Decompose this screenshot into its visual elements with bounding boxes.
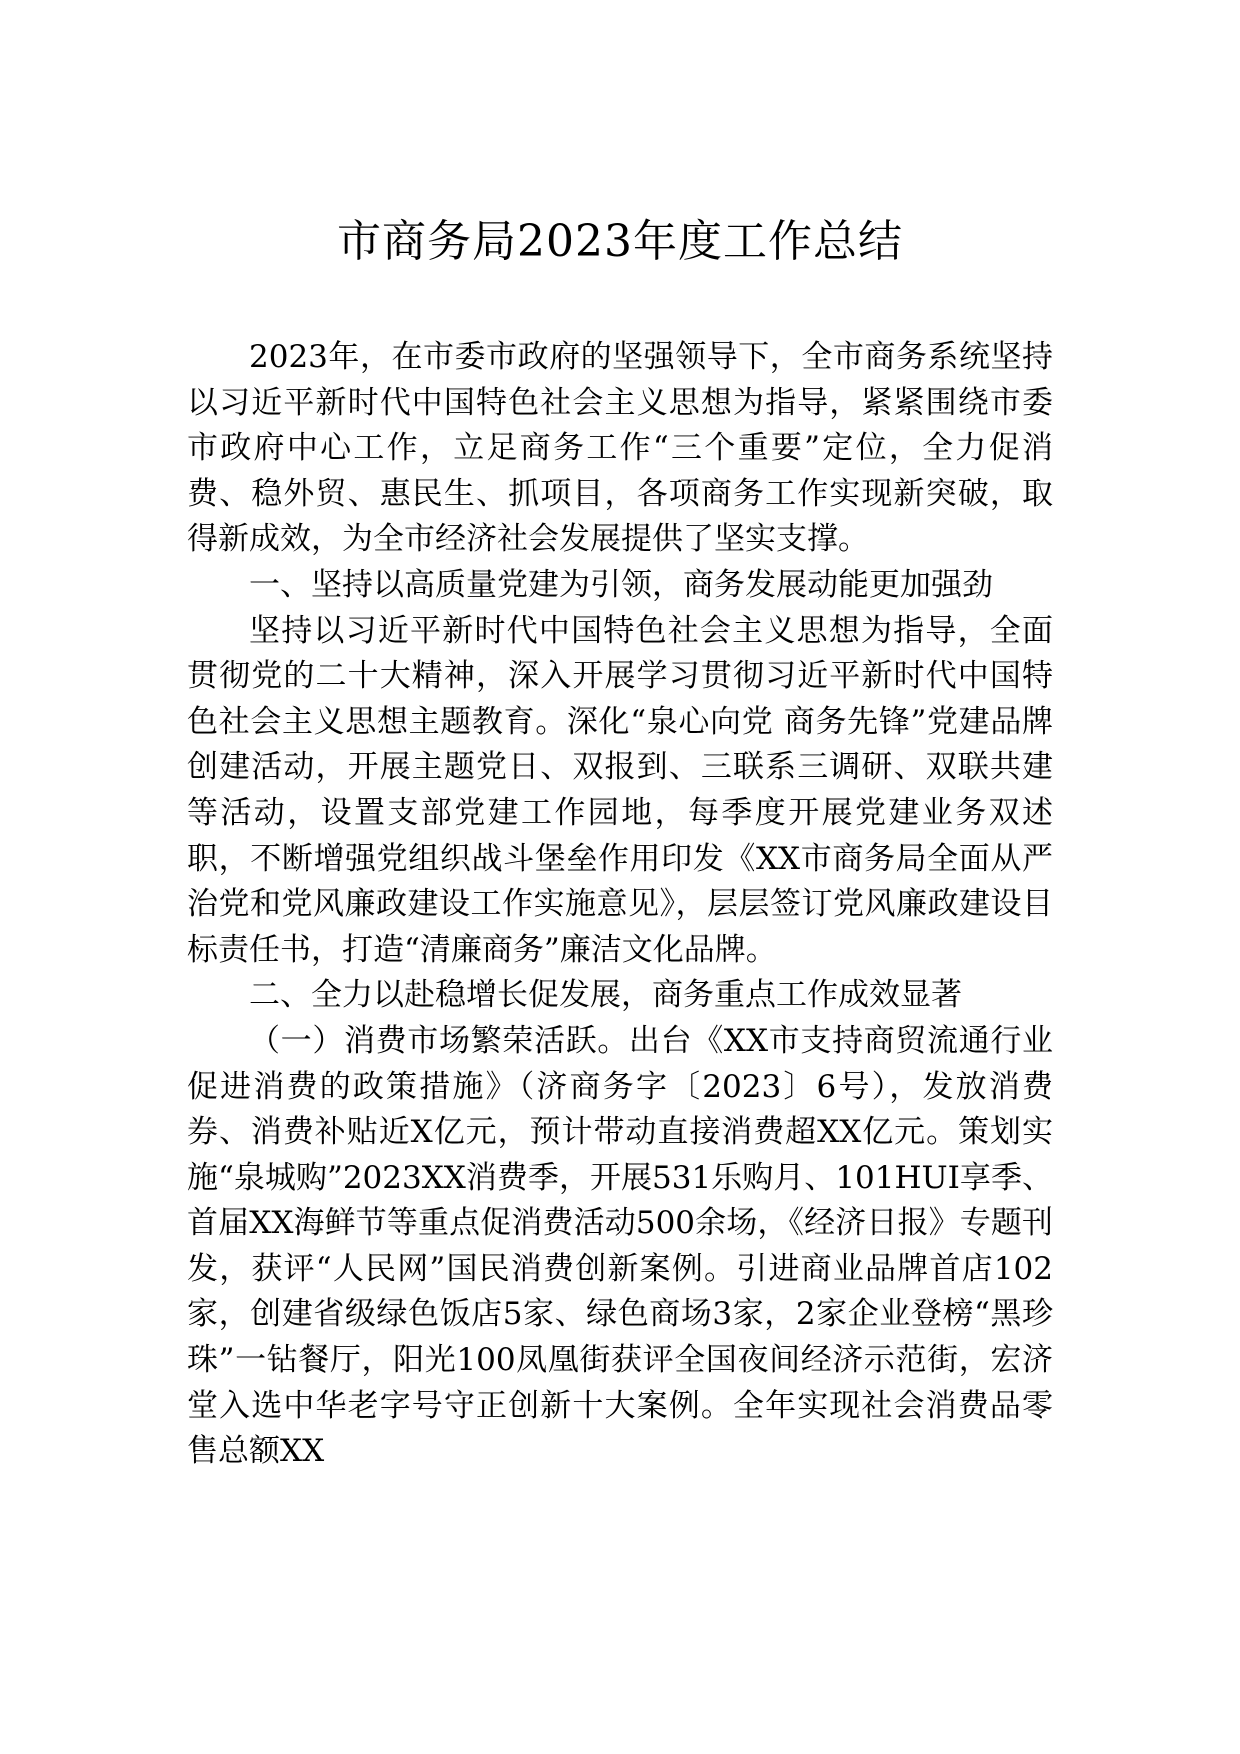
section-2-paragraph: （一）消费市场繁荣活跃。出台《XX市支持商贸流通行业促进消费的政策措施》（济商务字〔2023〕6号），发放消费券、消费补贴近X亿元，预计带动直接消费超XX亿元。策划实施“泉城购”2023XX消费季，开展531乐购月、101HUI享季、首届XX海鲜节等重点促消费活动500余场，《经济日报》专题刊发，获评“人民网”国民消费创新案例。引进商业品牌首店102家，创建省级绿色饭店5家、绿色商场3家，2家企业登榜“黑珍珠”一钻餐厅，阳光100凤凰街获评全国夜间经济示范街，宏济堂入选中华老字号守正创新十大案例。全年实现社会消费品零售总额XX <box>187 1022 1053 1470</box>
section-1-paragraph: 坚持以习近平新时代中国特色社会主义思想为指导，全面贯彻党的二十大精神，深入开展学习贯彻习近平新时代中国特色社会主义思想主题教育。深化“泉心向党 商务先锋”党建品牌创建活动，开展主题党日、双报到、三联系三调研、双联共建等活动，设置支部党建工作园地，每季度开展党建业务双述职，不断增强党组织战斗堡垒作用印发《XX市商务局全面从严治党和党风廉政建设工作实施意见》，层层签订党风廉政建设目标责任书，打造“清廉商务”廉洁文化品牌。 <box>187 612 1053 968</box>
document-body <box>187 335 1053 1475</box>
document-title: 市商务局2023年度工作总结 <box>337 216 903 267</box>
section-heading-2: 二、全力以赴稳增长促发展，商务重点工作成效显著 <box>249 977 962 1014</box>
intro-paragraph: 2023年，在市委市政府的坚强领导下，全市商务系统坚持以习近平新时代中国特色社会主义思想为指导，紧紧围绕市委市政府中心工作，立足商务工作“三个重要”定位，全力促消费、稳外贸、惠民生、抓项目，各项商务工作实现新突破，取得新成效，为全市经济社会发展提供了坚实支撑。 <box>187 339 1053 558</box>
section-heading-1: 一、坚持以高质量党建为引领，商务发展动能更加强劲 <box>249 566 993 603</box>
